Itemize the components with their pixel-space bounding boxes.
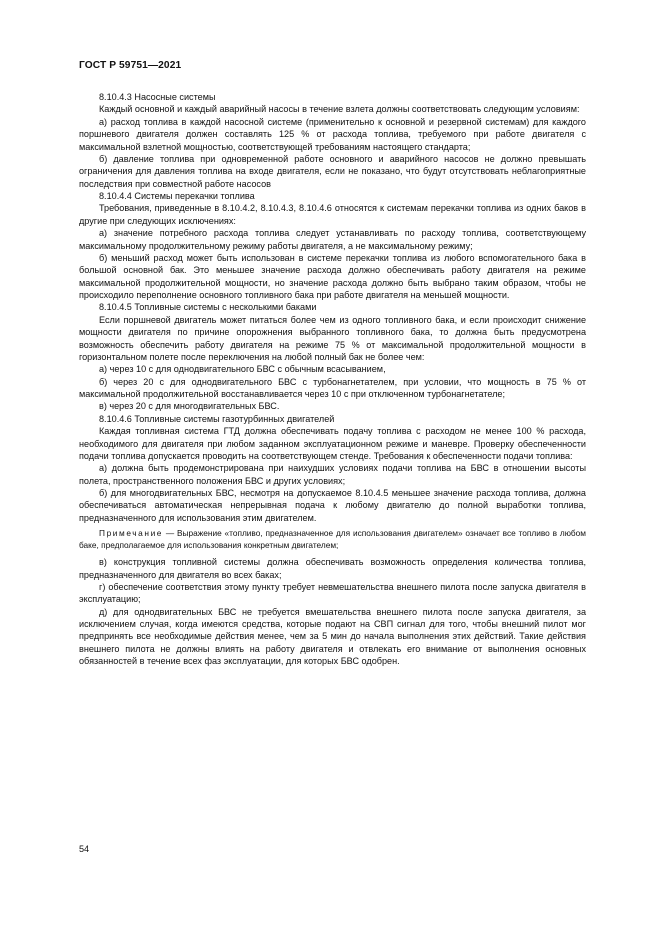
paragraph: Каждый основной и каждый аварийный насосы в течение взлета должны соответствовать следующим условиям: xyxy=(99,104,580,115)
list-item: б) для многодвигательных БВС, несмотря на допускаемое 8.10.4.5 меньшее значение расхода топлива, должна обеспечиваться автоматическая непрерывная подача к любому двигателю до полной выработки топлива, предназначенного для использования этим двигателем. xyxy=(79,488,586,523)
section-heading-8-10-4-3: 8.10.4.3 Насосные системы xyxy=(99,92,216,102)
list-item: б) давление топлива при одновременной работе основного и аварийного насосов не должно превышать ограничения для давления топлива на входе двигателя, если не показано, что будут отсутствовать неблагоприятные последствия при совместной работе насосов xyxy=(79,153,586,189)
page-number: 54 xyxy=(79,844,90,854)
document-code: ГОСТ Р 59751—2021 xyxy=(79,60,182,71)
document-body xyxy=(79,91,586,668)
note-text: — Выражение «топливо, предназначенное для использования двигателем» означает все топливо в любом баке, предполагаемое для использования конкретным двигателем; xyxy=(79,528,586,550)
paragraph: Каждая топливная система ГТД должна обеспечивать подачу топлива с расходом не менее 100 % расхода, необходимого для двигателя при любом заданном эксплуатационном режиме и маневре. Проверку обеспеченности подачи топлива допускается проводить на соответствующем стенде. Требования к обеспеченности подачи топлива: xyxy=(79,426,586,461)
list-item: а) расход топлива в каждой насосной системе (применительно к основной и резервной системам) для каждого поршневого двигателя должен составлять 125 % от расхода топлива, требуемого при работе двигателя с максимальной взлетной мощностью, соответствующей требованиям настоящего стандарта; xyxy=(79,116,586,152)
note xyxy=(79,528,586,551)
paragraph: Если поршневой двигатель может питаться более чем из одного топливного бака, и если происходит снижение мощности двигателя по причине опорожнения выбранного топливного бака, то должна быть предусмотрена возможность обеспечить работу двигателя на режиме 75 % от максимальной продолжительной мощности в горизонтальном полете после переключения на любой полный бак не более чем: xyxy=(79,314,586,362)
section-heading-8-10-4-6: 8.10.4.6 Топливные системы газотурбинных двигателей xyxy=(99,413,335,424)
list-item: г) обеспечение соответствия этому пункту требует невмешательства внешнего пилота после запуска двигателя в эксплуатацию; xyxy=(79,581,586,605)
list-item: д) для однодвигательных БВС не требуется вмешательства внешнего пилота после запуска двигателя, за исключением случая, когда имеются средства, которые подают на СВП сигнал для того, чтобы внешний пилот мог предпринять все необходимые действия менее, чем за 5 мин до начала выполнения этих действий. Такие действия внешнего пилота не должны влиять на работу двигателя и отвлекать его внимание от выполнения основных обязанностей в течение всех фаз эксплуатации, для которых БВС одобрен. xyxy=(79,606,586,667)
section-heading-8-10-4-5: 8.10.4.5 Топливные системы с несколькими баками xyxy=(99,302,317,313)
note-label: Примечание xyxy=(99,528,164,539)
list-item: а) значение потребного расхода топлива следует устанавливать по расходу топлива, соответствующему максимальному продолжительному режиму работы двигателя, а не максимальному режиму; xyxy=(79,228,586,251)
list-item: в) конструкция топливной системы должна обеспечивать возможность определения количества топлива, предназначенного для двигателя во всех баках; xyxy=(79,557,586,580)
list-item: б) через 20 с для однодвигательного БВС с турбонагнетателем, при условии, что мощность в 75 % от максимальной продолжительной восстанавливается через 10 с при отключенном турбонагнетателе; xyxy=(79,376,586,399)
list-item: а) должна быть продемонстрирована при наихудших условиях подачи топлива на БВС в отношении высоты полета, пространственного положения БВС и других условиях; xyxy=(79,463,586,486)
list-item: а) через 10 с для однодвигательного БВС с обычным всасыванием, xyxy=(99,364,386,375)
list-item: б) меньший расход может быть использован в системе перекачки топлива из любого вспомогательного бака в большой основной бак. Это меньшее значение расхода должно обеспечивать работу двигателя на режиме максимальной продолжительной мощности, но значение расхода должно быть выбрано таким образом, чтобы не происходило переполнение основного топливного бака при работе двигателя на меньшей мощности. xyxy=(79,252,586,300)
list-item: в) через 20 с для многодвигательных БВС. xyxy=(99,401,280,412)
section-heading-8-10-4-4: 8.10.4.4 Системы перекачки топлива xyxy=(99,191,255,201)
paragraph: Требования, приведенные в 8.10.4.2, 8.10.4.3, 8.10.4.6 относятся к системам перекачки топлива из одних баков в другие при следующих исключениях: xyxy=(79,203,586,226)
